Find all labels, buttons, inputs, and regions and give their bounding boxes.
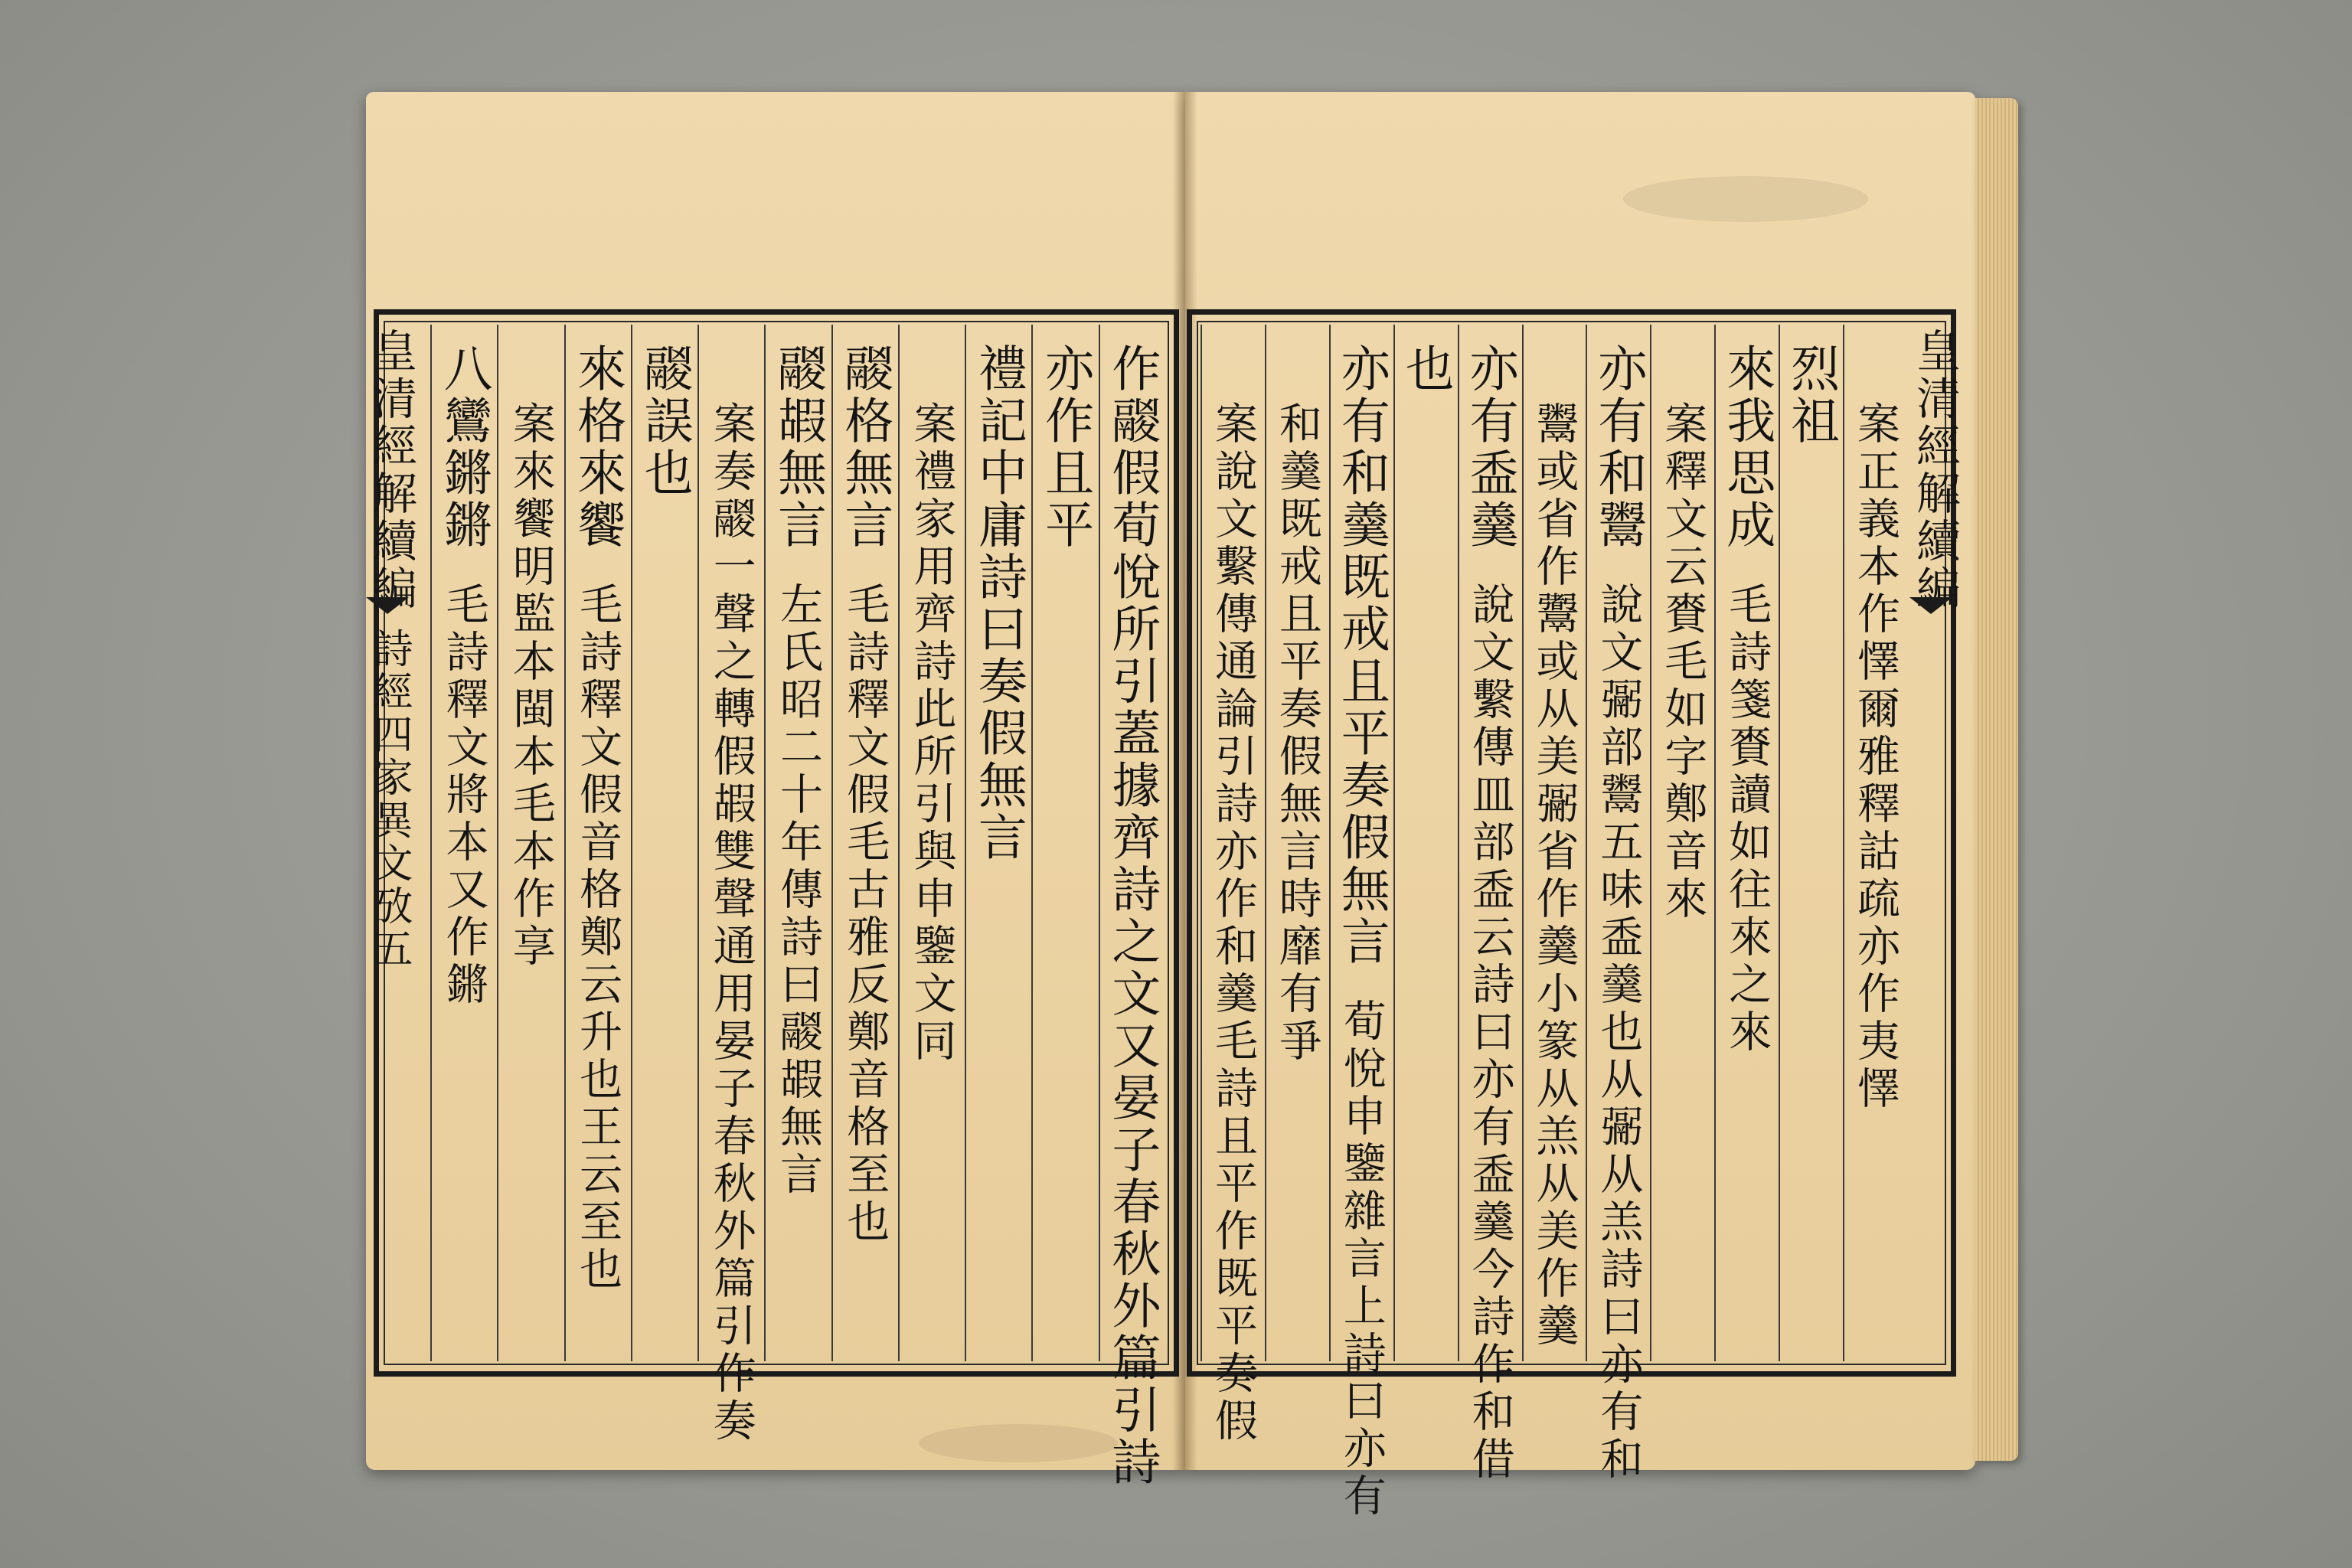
text-column [1779,325,1843,1361]
column-main-text: 烈祖 [1782,343,1840,447]
column-main-text: 八鸞鏘鏘 [435,343,492,551]
column-note-text: 鬻或省作䰞或从美䰜省作羹小篆从羔从美作羹 [1529,401,1579,1351]
column-note-text: 毛詩釋文將本又作鏘 [439,582,489,1009]
page-edges [1975,98,2018,1461]
column-note-text: 案奏鬷一聲之轉假嘏雙聲通用晏子春秋外篇引作奏 [706,401,756,1446]
left-margin-title: 皇清經解續編 [365,328,417,612]
column-main-text: 亦作且平 [1037,343,1094,551]
column-note-text: 案來饗明監本閩本毛本作享 [505,401,556,971]
column-note-text: 荀悅申鑒雜言上詩曰亦有 [1336,998,1387,1521]
column-main-text: 禮記中庸詩曰奏假無言 [969,343,1027,864]
column-note-text: 案禮家用齊詩此所引與申鑒文同 [906,401,957,1066]
column-main-text: 來我思成 [1718,343,1775,551]
column-note-text: 毛詩釋文假音格鄭云升也王云至也 [573,582,623,1294]
right-margin-title: 皇清經解續編 [1909,328,1961,612]
left-margin-chapter: 詩經四家異文攷五 [366,628,412,971]
column-note-text: 案正義本作懌爾雅釋詁疏亦作夷懌 [1851,401,1901,1113]
column-main-text: 亦有和羹既戒且平奏假無言 [1332,343,1390,968]
text-column [1393,325,1458,1361]
column-note-text: 毛詩箋賚讀如往來之來 [1722,582,1772,1057]
column-main-text: 鬷誤也 [635,343,693,499]
stain [1623,176,1868,222]
column-note-text: 左氏昭二十年傳詩曰鬷嘏無言 [773,582,823,1199]
column-note-text: 說文繫傳皿部盉云詩曰亦有盉羹今詩作和借 [1465,582,1515,1484]
column-main-text: 作鬷假荀悅所引蓋據齊詩之文又晏子春秋外篇引詩 [1103,343,1161,1488]
column-main-text: 也 [1396,343,1454,395]
column-note-text: 說文䰜部鬻五味盉羹也从䰜从羔詩曰亦有和 [1593,582,1644,1484]
fishtail-mark [366,597,409,614]
column-main-text: 來格來饗 [569,343,626,551]
column-main-text: 鬷格無言 [836,343,893,551]
column-main-text: 亦有和鬻 [1589,343,1647,551]
column-main-text: 亦有盉羹 [1461,343,1518,551]
stain [919,1424,1118,1462]
column-note-text: 毛詩釋文假毛古雅反鄭音格至也 [840,582,890,1246]
column-main-text: 鬷嘏無言 [769,343,826,551]
fishtail-mark [1909,597,1952,614]
column-note-text: 和羹既戒且平奏假無言時靡有爭 [1272,401,1322,1066]
column-note-text: 案釋文云賚毛如字鄭音來 [1658,401,1708,923]
column-note-text: 案說文繫傳通論引詩亦作和羹毛詩且平作既平奏假 [1207,401,1258,1446]
